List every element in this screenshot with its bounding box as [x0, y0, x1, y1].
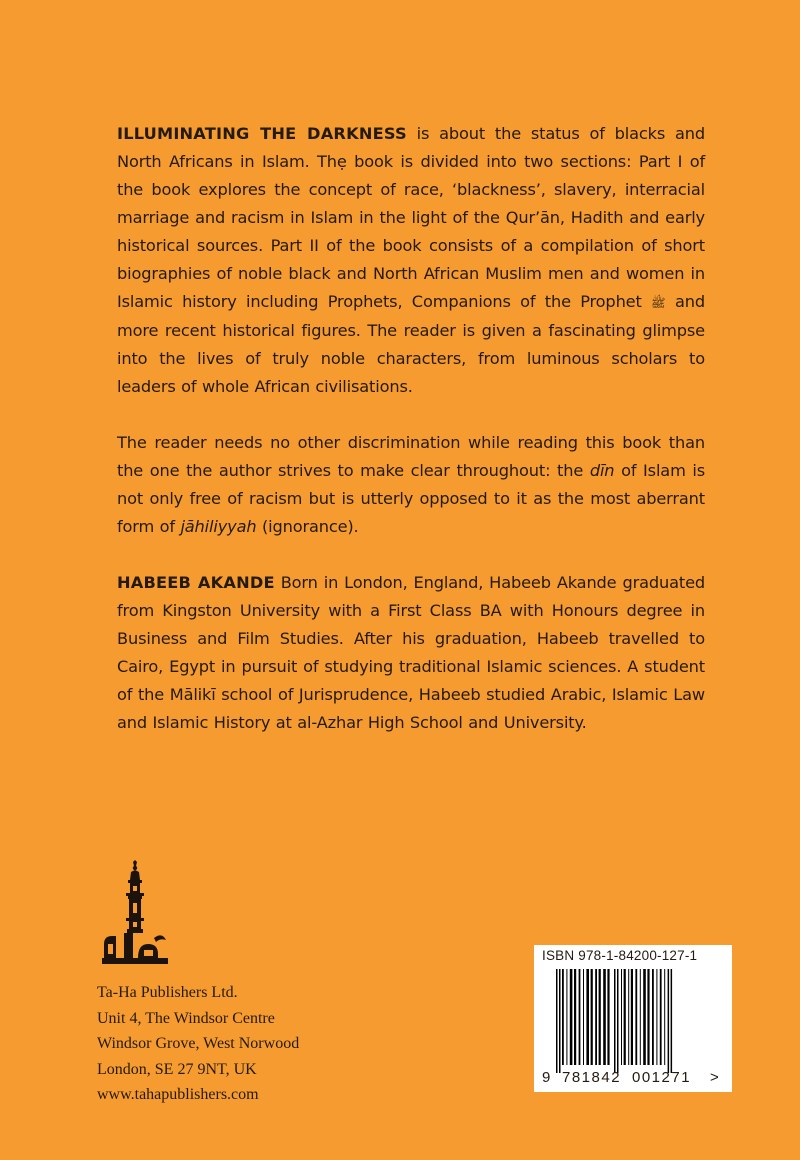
barcode-bar	[614, 969, 616, 1073]
barcode-bar	[579, 969, 581, 1065]
barcode-bar	[607, 969, 609, 1065]
description-text-a: is about the status of blacks and North Africans in Islam. Thẹ book is divided into two sections: Part I of the book explores the concept of race, ‘blackness’, slavery, interracial marriage and racism in Islam in the light of the Qur’ān, Hadith and early historical sources. Part II of the book consists of a compilation of short biographies of noble black and North African Muslim men and women in Islamic history including Prophets, Companions of the Prophet	[117, 124, 705, 311]
barcode-bar	[621, 969, 622, 1065]
description-paragraph	[117, 120, 705, 401]
barcode-bar	[664, 969, 665, 1065]
barcode-right-group: 001271	[632, 1069, 692, 1086]
din-term: dīn	[589, 461, 615, 480]
author-bio-text: Born in London, England, Habeeb Akande graduated from Kingston University with a First Class BA with Honours degree in Business and Film Studies. After his graduation, Habeeb travelled to Cairo, Egypt in pursuit of studying traditional Islamic sciences. A student of the Mālikī school of Jurisprudence, Habeeb studied Arabic, Islamic Law and Islamic History at al-Azhar High School and University.	[117, 573, 705, 732]
reader-text-c: (ignorance).	[256, 517, 359, 536]
address-line-1: Unit 4, The Windsor Centre	[97, 1009, 275, 1027]
barcode-left-group: 781842	[562, 1069, 622, 1086]
honorific-symbol: ﷺ	[651, 296, 666, 310]
barcode-bar	[583, 969, 584, 1065]
reader-text-b: of Islam is not only free of racism but is utterly opposed to it as the most aberrant form of	[117, 461, 705, 536]
reader-paragraph	[117, 429, 705, 541]
barcode-bar	[599, 969, 601, 1065]
barcode-bar	[591, 969, 593, 1065]
barcode-bar	[617, 969, 619, 1073]
barcode-digits	[534, 1069, 732, 1089]
barcode-bar	[586, 969, 589, 1065]
barcode-bar	[628, 969, 629, 1065]
barcode-bar	[668, 969, 670, 1073]
barcode-bar	[595, 969, 597, 1065]
barcode-bar	[643, 969, 646, 1065]
barcode-bar	[562, 969, 564, 1065]
blurb-text	[117, 120, 705, 737]
jahiliyyah-term: jāhiliyyah	[180, 517, 257, 536]
barcode-bar	[656, 969, 657, 1065]
author-bio-paragraph	[117, 569, 705, 737]
barcode-bar	[652, 969, 654, 1065]
address-line-2: Windsor Grove, West Norwood	[97, 1035, 300, 1052]
reader-text-a: The reader needs no other discrimination while reading this book than the one the author strives to make clear throughout: the	[117, 433, 705, 480]
barcode-bar	[566, 969, 567, 1065]
barcode-bar	[647, 969, 649, 1065]
barcode-bar	[671, 969, 673, 1073]
barcode-bar	[603, 969, 606, 1065]
barcode-bar	[660, 969, 662, 1065]
barcode-bar	[570, 969, 573, 1065]
minaret-logo-icon	[100, 860, 170, 970]
description-text-b: and more recent historical figures. The reader is given a fascinating glimpse into the lives of truly noble characters, from luminous scholars to leaders of whole African civilisations.	[117, 292, 705, 396]
publisher-website: www.tahapublishers.com	[97, 1086, 259, 1103]
barcode-bar	[635, 969, 637, 1065]
barcode-bar	[631, 969, 633, 1065]
isbn-label: ISBN 978-1-84200-127-1	[542, 948, 698, 963]
barcode-first-digit: 9	[542, 1069, 551, 1086]
publisher-name: Ta-Ha Publishers Ltd.	[97, 984, 238, 1001]
barcode-bar	[574, 969, 576, 1065]
address-line-3: London, SE 27 9NT, UK	[97, 1060, 257, 1078]
barcode-bar	[556, 969, 558, 1073]
barcode-bar	[640, 969, 641, 1065]
isbn-barcode	[534, 945, 732, 1092]
book-title-lead: ILLUMINATING THE DARKNESS	[117, 124, 407, 143]
barcode-bar	[559, 969, 561, 1073]
barcode-bar	[624, 969, 626, 1065]
publisher-address	[97, 980, 397, 1108]
barcode-quiet-mark: >	[710, 1069, 719, 1086]
author-name-lead: HABEEB AKANDE	[117, 573, 275, 592]
